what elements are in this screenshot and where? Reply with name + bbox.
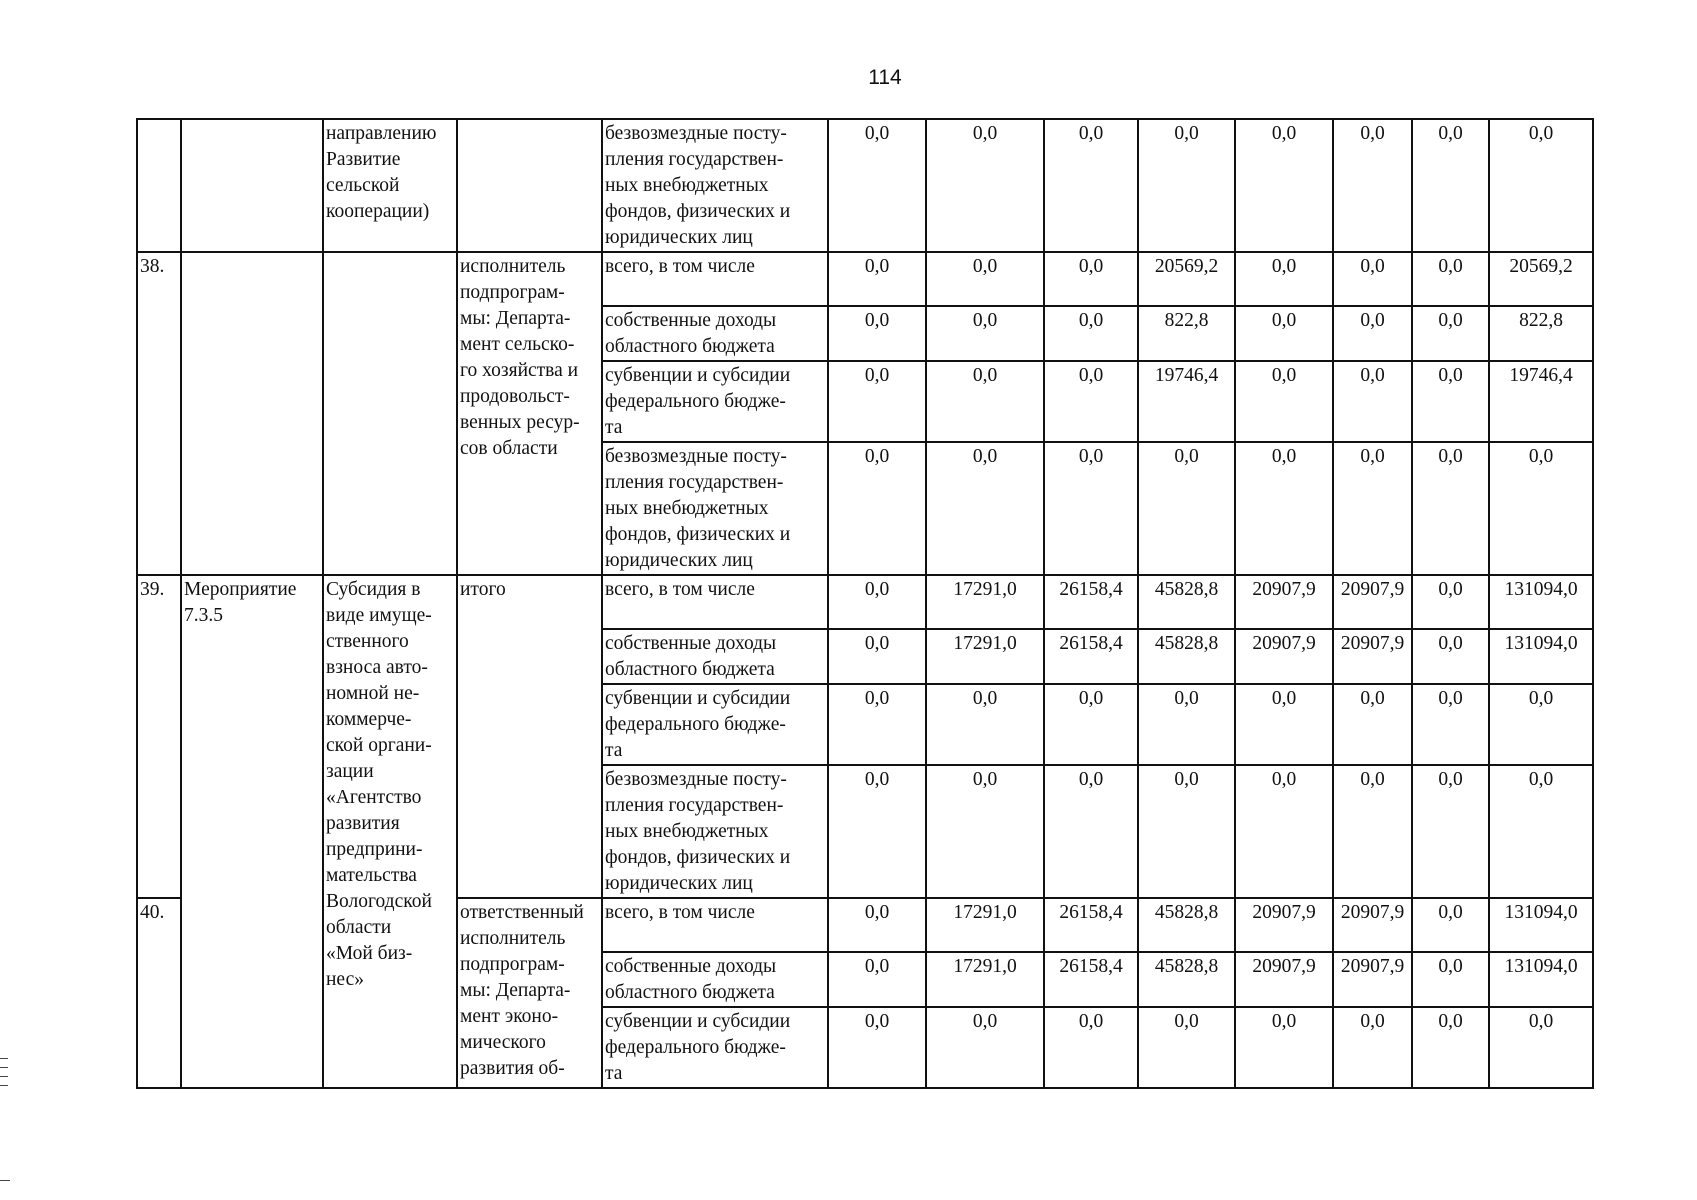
value: 45828,8: [1138, 629, 1235, 684]
value: 0,0: [926, 361, 1044, 442]
value: 26158,4: [1044, 629, 1138, 684]
value: 0,0: [926, 684, 1044, 765]
executor: ответственный исполнитель подпрограм- мы: Департа- мент эконо- мического развития об-: [457, 898, 602, 1088]
value: 20907,9: [1333, 629, 1412, 684]
value: 0,0: [1333, 119, 1412, 252]
value: 17291,0: [926, 575, 1044, 629]
value-total: 131094,0: [1489, 952, 1593, 1007]
value: 0,0: [1044, 252, 1138, 306]
executor: итого: [457, 575, 602, 898]
event-name: [181, 252, 323, 575]
value: 20907,9: [1333, 952, 1412, 1007]
table-row: [137, 119, 1593, 252]
funding-source: безвозмездные посту- пления государствен- ных внебюджетных фондов, физических и юридических лиц: [602, 765, 828, 898]
value: 0,0: [1412, 765, 1489, 898]
table-row: [137, 575, 1593, 629]
value: 45828,8: [1138, 898, 1235, 952]
value: 0,0: [828, 442, 926, 575]
value: 19746,4: [1138, 361, 1235, 442]
funding-source: собственные доходы областного бюджета: [602, 629, 828, 684]
value: 0,0: [1235, 1007, 1333, 1088]
value: 0,0: [1412, 1007, 1489, 1088]
value: 0,0: [1333, 684, 1412, 765]
value: 0,0: [1412, 252, 1489, 306]
value: 0,0: [828, 765, 926, 898]
value: 0,0: [1235, 442, 1333, 575]
value: 0,0: [828, 1007, 926, 1088]
value: 20907,9: [1333, 575, 1412, 629]
value: 0,0: [1412, 361, 1489, 442]
value: 0,0: [1138, 765, 1235, 898]
value: 0,0: [1333, 442, 1412, 575]
value: 0,0: [1235, 119, 1333, 252]
value: 45828,8: [1138, 575, 1235, 629]
value: 0,0: [1235, 684, 1333, 765]
value: 0,0: [1235, 306, 1333, 361]
funding-source: субвенции и субсидии федерального бюдже- та: [602, 361, 828, 442]
funding-source: субвенции и субсидии федерального бюдже- та: [602, 684, 828, 765]
value: 17291,0: [926, 629, 1044, 684]
value: 45828,8: [1138, 952, 1235, 1007]
event-description: Субсидия в виде имуще- ственного взноса авто- номной не- коммерче- ской органи- зации «Агентство развития предприни- мательства Вологодской области «Мой биз- нес»: [323, 575, 457, 1088]
value-total: 131094,0: [1489, 575, 1593, 629]
value: 0,0: [926, 1007, 1044, 1088]
event-description: направлению Развитие сельской кооперации): [323, 119, 457, 252]
funding-source: всего, в том числе: [602, 252, 828, 306]
row-number: 40.: [137, 898, 181, 1088]
executor: исполнитель подпрограм- мы: Департа- мент сельско- го хозяйства и продовольст- венных ресур- сов области: [457, 252, 602, 575]
funding-source: всего, в том числе: [602, 898, 828, 952]
value: 20907,9: [1235, 575, 1333, 629]
value: 26158,4: [1044, 952, 1138, 1007]
value-total: 0,0: [1489, 119, 1593, 252]
value: 20907,9: [1235, 629, 1333, 684]
value: 0,0: [1235, 765, 1333, 898]
value: 20907,9: [1235, 898, 1333, 952]
budget-table: [136, 118, 1594, 1089]
value-total: 0,0: [1489, 684, 1593, 765]
value: 0,0: [926, 765, 1044, 898]
value: 0,0: [1333, 361, 1412, 442]
value-total: 131094,0: [1489, 629, 1593, 684]
value: 0,0: [1333, 252, 1412, 306]
value: 0,0: [1412, 442, 1489, 575]
value: 822,8: [1138, 306, 1235, 361]
value: 0,0: [1412, 898, 1489, 952]
value: 0,0: [1044, 361, 1138, 442]
value-total: 19746,4: [1489, 361, 1593, 442]
page-number: 114: [868, 66, 902, 89]
value: 0,0: [828, 361, 926, 442]
value: 0,0: [1412, 684, 1489, 765]
value: 0,0: [828, 306, 926, 361]
executor: [457, 119, 602, 252]
value-total: 131094,0: [1489, 898, 1593, 952]
value: 0,0: [926, 306, 1044, 361]
value: 0,0: [1412, 629, 1489, 684]
value: 0,0: [828, 575, 926, 629]
funding-source: субвенции и субсидии федерального бюдже- та: [602, 1007, 828, 1088]
value-total: 0,0: [1489, 1007, 1593, 1088]
value: 17291,0: [926, 898, 1044, 952]
margin-tick-marks: [0, 1058, 10, 1094]
value: 0,0: [1044, 765, 1138, 898]
value: 0,0: [1044, 119, 1138, 252]
value: 0,0: [1235, 252, 1333, 306]
value: 0,0: [1235, 361, 1333, 442]
row-number: 39.: [137, 575, 181, 898]
value-total: 0,0: [1489, 765, 1593, 898]
value: 0,0: [828, 252, 926, 306]
value: 20907,9: [1333, 898, 1412, 952]
value: 0,0: [926, 252, 1044, 306]
value-total: 822,8: [1489, 306, 1593, 361]
value: 20569,2: [1138, 252, 1235, 306]
value: 0,0: [1412, 952, 1489, 1007]
value: 0,0: [1333, 1007, 1412, 1088]
value: 0,0: [1412, 306, 1489, 361]
value: 0,0: [1412, 575, 1489, 629]
value: 0,0: [926, 119, 1044, 252]
value: 0,0: [828, 952, 926, 1007]
event-name: Мероприятие 7.3.5: [181, 575, 323, 1088]
funding-source: безвозмездные посту- пления государствен- ных внебюджетных фондов, физических и юридических лиц: [602, 442, 828, 575]
value: 0,0: [1138, 1007, 1235, 1088]
row-number: 38.: [137, 252, 181, 575]
event-description: [323, 252, 457, 575]
value: 0,0: [828, 629, 926, 684]
value: 20907,9: [1235, 952, 1333, 1007]
table-row: [137, 252, 1593, 306]
value-total: 0,0: [1489, 442, 1593, 575]
value: 0,0: [1044, 1007, 1138, 1088]
value: 0,0: [1044, 306, 1138, 361]
value: 0,0: [1138, 684, 1235, 765]
value: 0,0: [1138, 119, 1235, 252]
funding-source: собственные доходы областного бюджета: [602, 306, 828, 361]
funding-source: всего, в том числе: [602, 575, 828, 629]
value: 26158,4: [1044, 575, 1138, 629]
row-number: [137, 119, 181, 252]
value-total: 20569,2: [1489, 252, 1593, 306]
value: 0,0: [828, 119, 926, 252]
value: 26158,4: [1044, 898, 1138, 952]
value: 0,0: [1138, 442, 1235, 575]
value: 0,0: [828, 898, 926, 952]
value: 0,0: [1333, 306, 1412, 361]
value: 0,0: [1333, 765, 1412, 898]
value: 0,0: [828, 684, 926, 765]
funding-source: безвозмездные посту- пления государствен- ных внебюджетных фондов, физических и юридических лиц: [602, 119, 828, 252]
margin-dash: [0, 1180, 10, 1181]
funding-source: собственные доходы областного бюджета: [602, 952, 828, 1007]
value: 0,0: [1044, 684, 1138, 765]
value: 0,0: [926, 442, 1044, 575]
event-name: [181, 119, 323, 252]
value: 0,0: [1412, 119, 1489, 252]
value: 0,0: [1044, 442, 1138, 575]
value: 17291,0: [926, 952, 1044, 1007]
